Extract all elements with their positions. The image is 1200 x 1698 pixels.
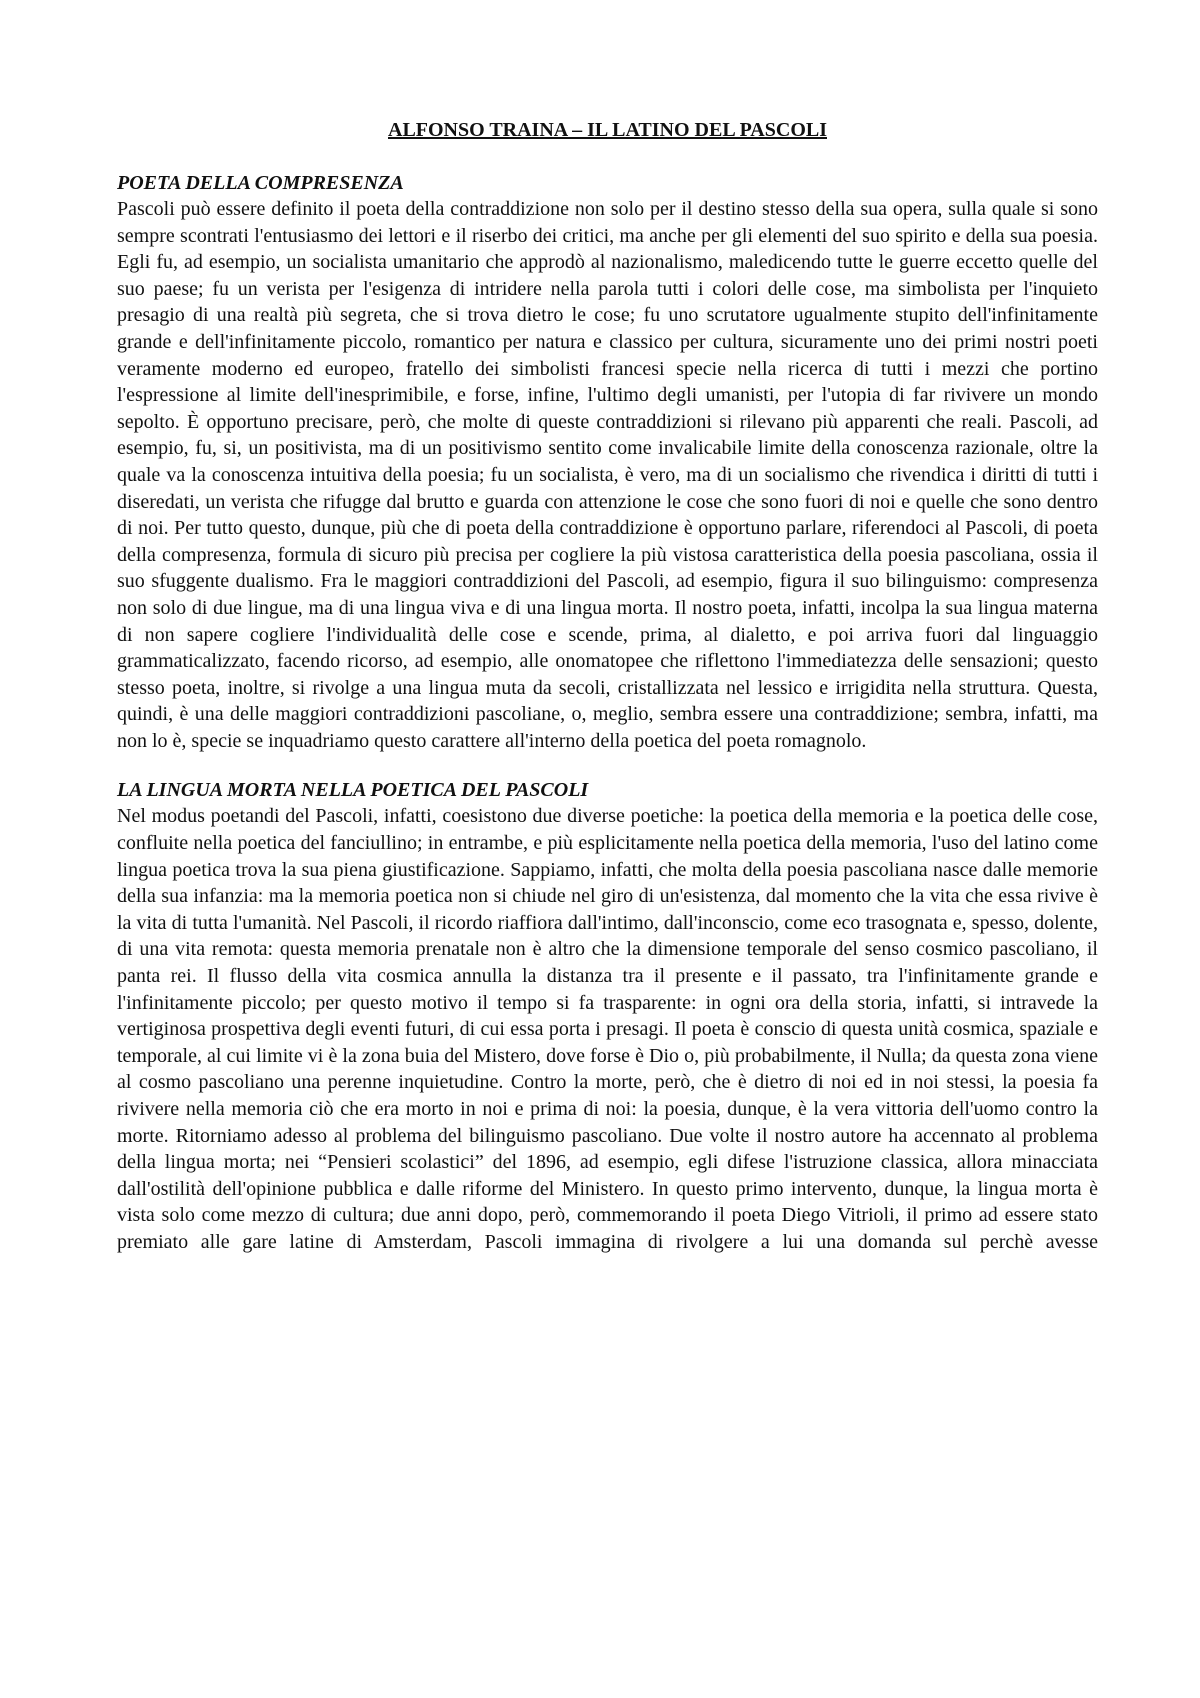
section-body: Nel modus poetandi del Pascoli, infatti, coesistono due diverse poetiche: la poetica della memoria e la poetica delle cose, confluite nella poetica del fanciullino; in entrambe, e più esplicitamente nella poetica della memoria, l'uso del latino come lingua poetica trova la sua piena giustificazione. Sappiamo, infatti, che molta della poesia pascoliana nasce dalle memorie della sua infanzia: ma la memoria poetica non si chiude nel giro di un'esistenza, dal momento che la vita che essa rivive è la vita di tutta l'umanità. Nel Pascoli, il ricordo riaffiora dall'intimo, dall'inconscio, come eco trasognata e, spesso, dolente, di una vita remota: questa memoria prenatale non è altro che la dimensione temporale del senso cosmico pascoliano, il panta rei. Il flusso della vita cosmica annulla la distanza tra il presente e il passato, tra l'infinitamente grande e l'infinitamente piccolo; per questo motivo il tempo si fa trasparente: in ogni ora della storia, infatti, si intravede la vertiginosa prospettiva degli eventi futuri, di cui essa porta i presagi. Il poeta è conscio di questa unità cosmica, spaziale e temporale, al cui limite vi è la zona buia del Mistero, dove forse è Dio o, più probabilmente, il Nulla; da questa zona viene al cosmo pascoliano una perenne inquietudine. Contro la morte, però, che è dietro di noi ed in noi stessi, la poesia fa rivivere nella memoria ciò che era morto in noi e prima di noi: la poesia, dunque, è la vera vittoria dell'uomo contro la morte. Ritorniamo adesso al problema del bilinguismo pascoliano. Due volte il nostro autore ha accennato al problema della lingua morta; nei “Pensieri scolastici” del 1896, ad esempio, egli difese l'istruzione classica, allora minacciata dall'ostilità dell'opinione pubblica e dalle riforme del Ministero. In questo primo intervento, dunque, la lingua morta è vista solo come mezzo di cultura; due anni dopo, però, commemorando il poeta Diego Vitrioli, il primo ad essere stato premiato alle gare latine di Amsterdam, Pascoli immagina di rivolgere a lui una domanda sul perchè avesse — [117, 805, 1098, 1253]
section-poeta-della-compresenza — [117, 170, 1098, 754]
document-title: ALFONSO TRAINA – IL LATINO DEL PASCOLI — [388, 119, 827, 141]
section-heading: LA LINGUA MORTA NELLA POETICA DEL PASCOLI — [117, 779, 589, 802]
section-lingua-morta — [117, 777, 1098, 1255]
section-heading: POETA DELLA COMPRESENZA — [117, 172, 404, 194]
section-body: Pascoli può essere definito il poeta della contraddizione non solo per il destino stesso della sua opera, sulla quale si sono sempre scontrati l'entusiasmo dei lettori e il riserbo dei critici, ma anche per gli elementi del suo spirito e della sua poesia. Egli fu, ad esempio, un socialista umanitario che approdò al nazionalismo, maledicendo tutte le guerre eccetto quelle del suo paese; fu un verista per l'esigenza di intridere nella parola tutti i colori delle cose, ma simbolista per l'inquieto presagio di una realtà più segreta, che si trova dietro le cose; fu uno scrutatore ugualmente stupito dell'infinitamente grande e dell'infinitamente piccolo, romantico per natura e classico per cultura, sicuramente uno dei primi nostri poeti veramente moderno ed europeo, fratello dei simbolisti francesi specie nella ricerca di tutti i mezzi che portino l'espressione al limite dell'inesprimibile, e forse, infine, l'ultimo degli umanisti, per l'utopia di far rivivere un mondo sepolto. È opportuno precisare, però, che molte di queste contraddizioni si rilevano più apparenti che reali. Pascoli, ad esempio, fu, si, un positivista, ma di un positivismo sentito come invalicabile limite della conoscenza razionale, oltre la quale va la conoscenza intuitiva della poesia; fu un socialista, è vero, ma di un socialismo che rivendica i diritti di tutti i diseredati, un verista che rifugge dal brutto e guarda con attenzione le cose che sono fuori di noi e quelle che sono dentro di noi. Per tutto questo, dunque, più che di poeta della contraddizione è opportuno parlare, riferendoci al Pascoli, di poeta della compresenza, formula di sicuro più precisa per cogliere la più vistosa caratteristica della poesia pascoliana, ossia il suo sfuggente dualismo. Fra le maggiori contraddizioni del Pascoli, ad esempio, figura il suo bilinguismo: compresenza non solo di due lingue, ma di una lingua viva e di una lingua morta. Il nostro poeta, infatti, incolpa la sua lingua materna di non sapere cogliere l'individualità delle cose e scende, prima, al dialetto, e poi arriva fuori dal linguaggio grammaticalizzato, facendo ricorso, ad esempio, alle onomatopee che riflettono l'immediatezza delle sensazioni; questo stesso poeta, inoltre, si rivolge a una lingua muta da secoli, cristallizzata nel lessico e irrigidita nella struttura. Questa, quindi, è una delle maggiori contraddizioni pascoliane, o, meglio, sembra essere una contraddizione; sembra, infatti, ma non lo è, specie se inquadriamo questo carattere all'interno della poetica del poeta romagnolo. — [117, 198, 1098, 752]
